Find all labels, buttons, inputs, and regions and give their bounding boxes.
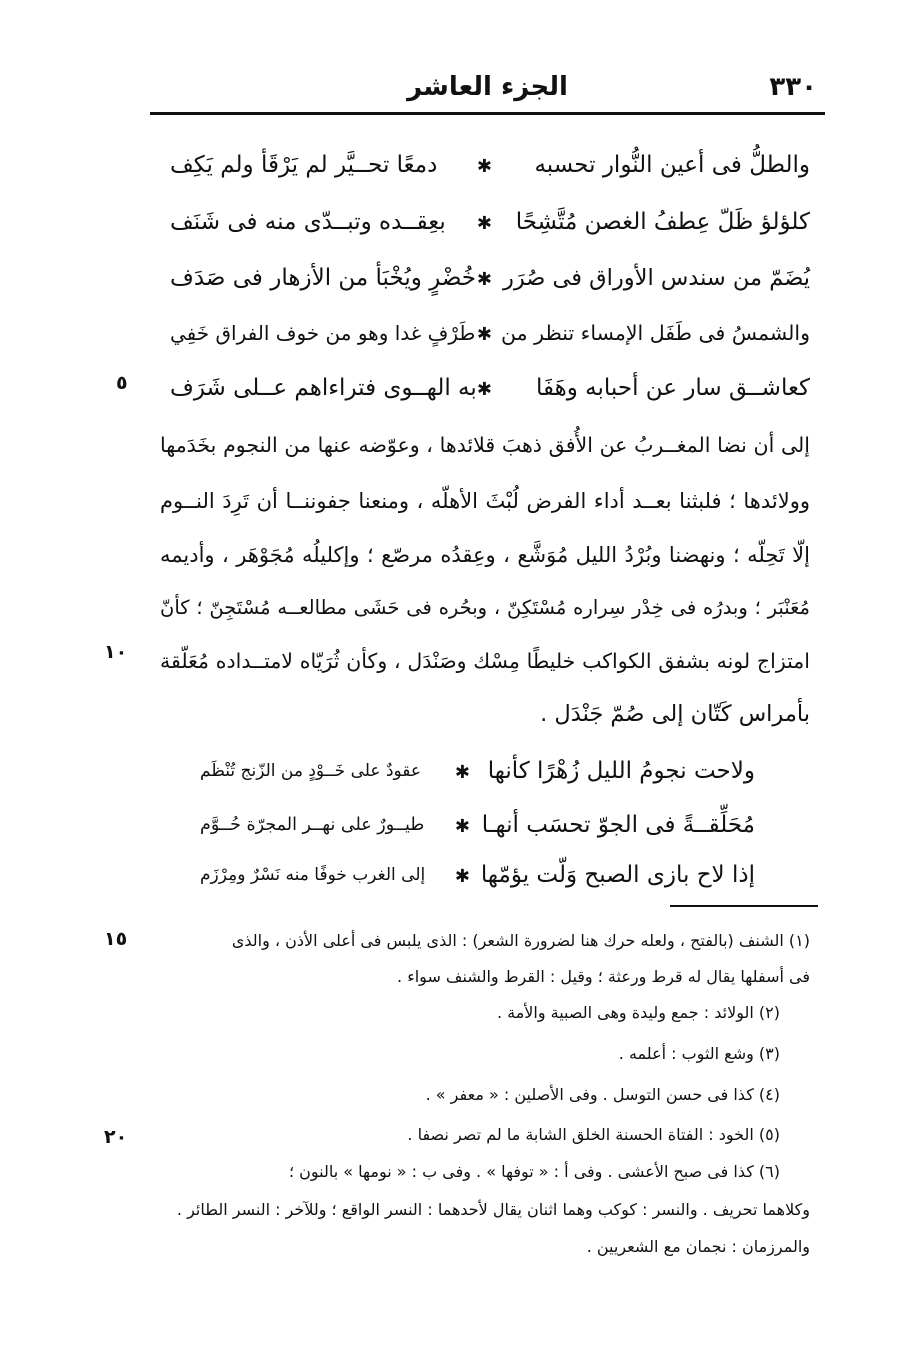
prose-line: بأمراس كَتّان إلى صُمّ جَنْدَل .: [540, 701, 810, 727]
hemistich-first: والطلُّ فى أعين النُّوار تحسبه: [534, 152, 810, 178]
footnote-line: (١) الشنف (بالفتح ، ولعله حرك هنا لضرورة الشعر) : الذى يلبس فى أعلى الأذن ، والذى: [231, 931, 810, 950]
verse-separator: ✱: [476, 379, 492, 400]
line-number: ٥: [116, 372, 128, 394]
verse-separator: ✱: [454, 866, 470, 887]
verse-separator: ✱: [476, 269, 492, 290]
hemistich-second: بعِقــده وتبــدّى منه فى شَنَف: [170, 209, 446, 235]
prose-line: امتزاج لونه بشفق الكواكب خليطًا مِسْك وصَنْدَل ، وكأن ثُرَيّاه لامتــداده مُعَلّقة: [160, 649, 810, 673]
verse-separator: ✱: [476, 156, 492, 177]
hemistich-second: دمعًا تحــيَّر لم يَرْقَأ ولم يَكِف: [170, 152, 438, 178]
line-number: ١٥: [104, 928, 128, 950]
prose-line: إلّا تَحِلّه ؛ ونهضنا وبُرْدُ الليل مُوَشَّع ، وعِقدُه مرصّع ؛ وإكليلُه مُجَوْهَر ، وأديمه: [160, 543, 810, 567]
verse-separator: ✱: [476, 324, 492, 345]
hemistich-second: طَرْفٍ غدا وهو من خوف الفراق خَفِي: [170, 321, 476, 345]
header-rule: [150, 112, 825, 115]
footnote-line: (٢) الولائد : جمع وليدة وهى الصبية والأمة .: [496, 1003, 780, 1022]
footnote-line: (٤) كذا فى حسن التوسل . وفى الأصلين : « معفر » .: [425, 1085, 780, 1104]
line-number: ٢٠: [104, 1126, 128, 1148]
page-number: ٣٣٠: [769, 72, 817, 102]
footnote-line: (٥) الخود : الفتاة الحسنة الخلق الشابة ما لم تصر نصفا .: [407, 1125, 780, 1144]
running-header: [150, 66, 825, 110]
hemistich-first: ولاحت نجومُ الليل زُهْرًا كأنها: [487, 758, 755, 784]
footnote-line: (٣) وشع الثوب : أعلمه .: [618, 1044, 780, 1063]
hemistich-first: كعاشــق سار عن أحبابه وهَفَا: [535, 375, 810, 401]
hemistich-first: كلؤلؤ ظَلّ عِطفُ الغصن مُتَّشِحًا: [515, 209, 810, 235]
footnote-line: فى أسفلها يقال له قرط ورعثة ؛ وقيل : القرط والشنف سواء .: [397, 967, 810, 986]
footnote-line: (٦) كذا فى صبح الأعشى . وفى أ : « توفها » . وفى ب : « نومها » بالنون ؛: [288, 1162, 780, 1181]
hemistich-second: خُضْرٍ ويُخْبَأ من الأزهار فى صَدَف: [170, 265, 477, 291]
hemistich-second: طيــورٌ على نهــر المجرّة حُــوَّم: [200, 815, 425, 835]
footnote-line: والمرزمان : نجمان مع الشعريين .: [586, 1237, 810, 1256]
prose-line: مُعَنْبَر ؛ وبدرُه فى خِدْر سِراره مُسْتَكِنّ ، وبحُره فى حَشَى مطالعــه مُسْتَجِنّ ؛ كأنّ: [160, 596, 810, 619]
footnote-rule: [670, 905, 818, 907]
verse-separator: ✱: [476, 213, 492, 234]
prose-line: إلى أن نضا المغــربُ عن الأُفق ذهبَ قلائدها ، وعوّضه عنها من النجوم بخَدَمها: [160, 433, 810, 457]
hemistich-first: والشمسُ فى طَفَل الإمساء تنظر من: [501, 321, 810, 345]
hemistich-first: إذا لاح بازى الصبح وَلّت يؤمّها: [480, 862, 755, 888]
verse-separator: ✱: [454, 816, 470, 837]
hemistich-first: يُضَمّ من سندس الأوراق فى صُرَر: [502, 265, 810, 291]
hemistich-second: إلى الغرب خوفًا منه نَسْرٌ ومِرْزَم: [200, 865, 426, 885]
hemistich-first: مُحَلِّقــةً فى الجوّ تحسَب أنهـا: [481, 812, 755, 838]
hemistich-second: به الهــوى فتراءاهم عــلى شَرَف: [170, 375, 477, 401]
footnote-line: وكلاهما تحريف . والنسر : كوكب وهما اثنان يقال لأحدهما : النسر الواقع ؛ وللآخر : النسر الطائر .: [176, 1200, 810, 1219]
hemistich-second: عقودٌ على خَــوْدٍ من الزّنج تُنْظَم: [200, 761, 422, 781]
verse-separator: ✱: [454, 762, 470, 783]
line-number: ١٠: [104, 641, 128, 663]
prose-line: وولائدها ؛ فلبثنا بعــد أداء الفرض لُبْثَ الأهلّه ، ومنعنا جفوننــا أن تَرِدَ النــوم: [160, 489, 810, 513]
page-title: الجزء العاشر: [407, 72, 568, 102]
